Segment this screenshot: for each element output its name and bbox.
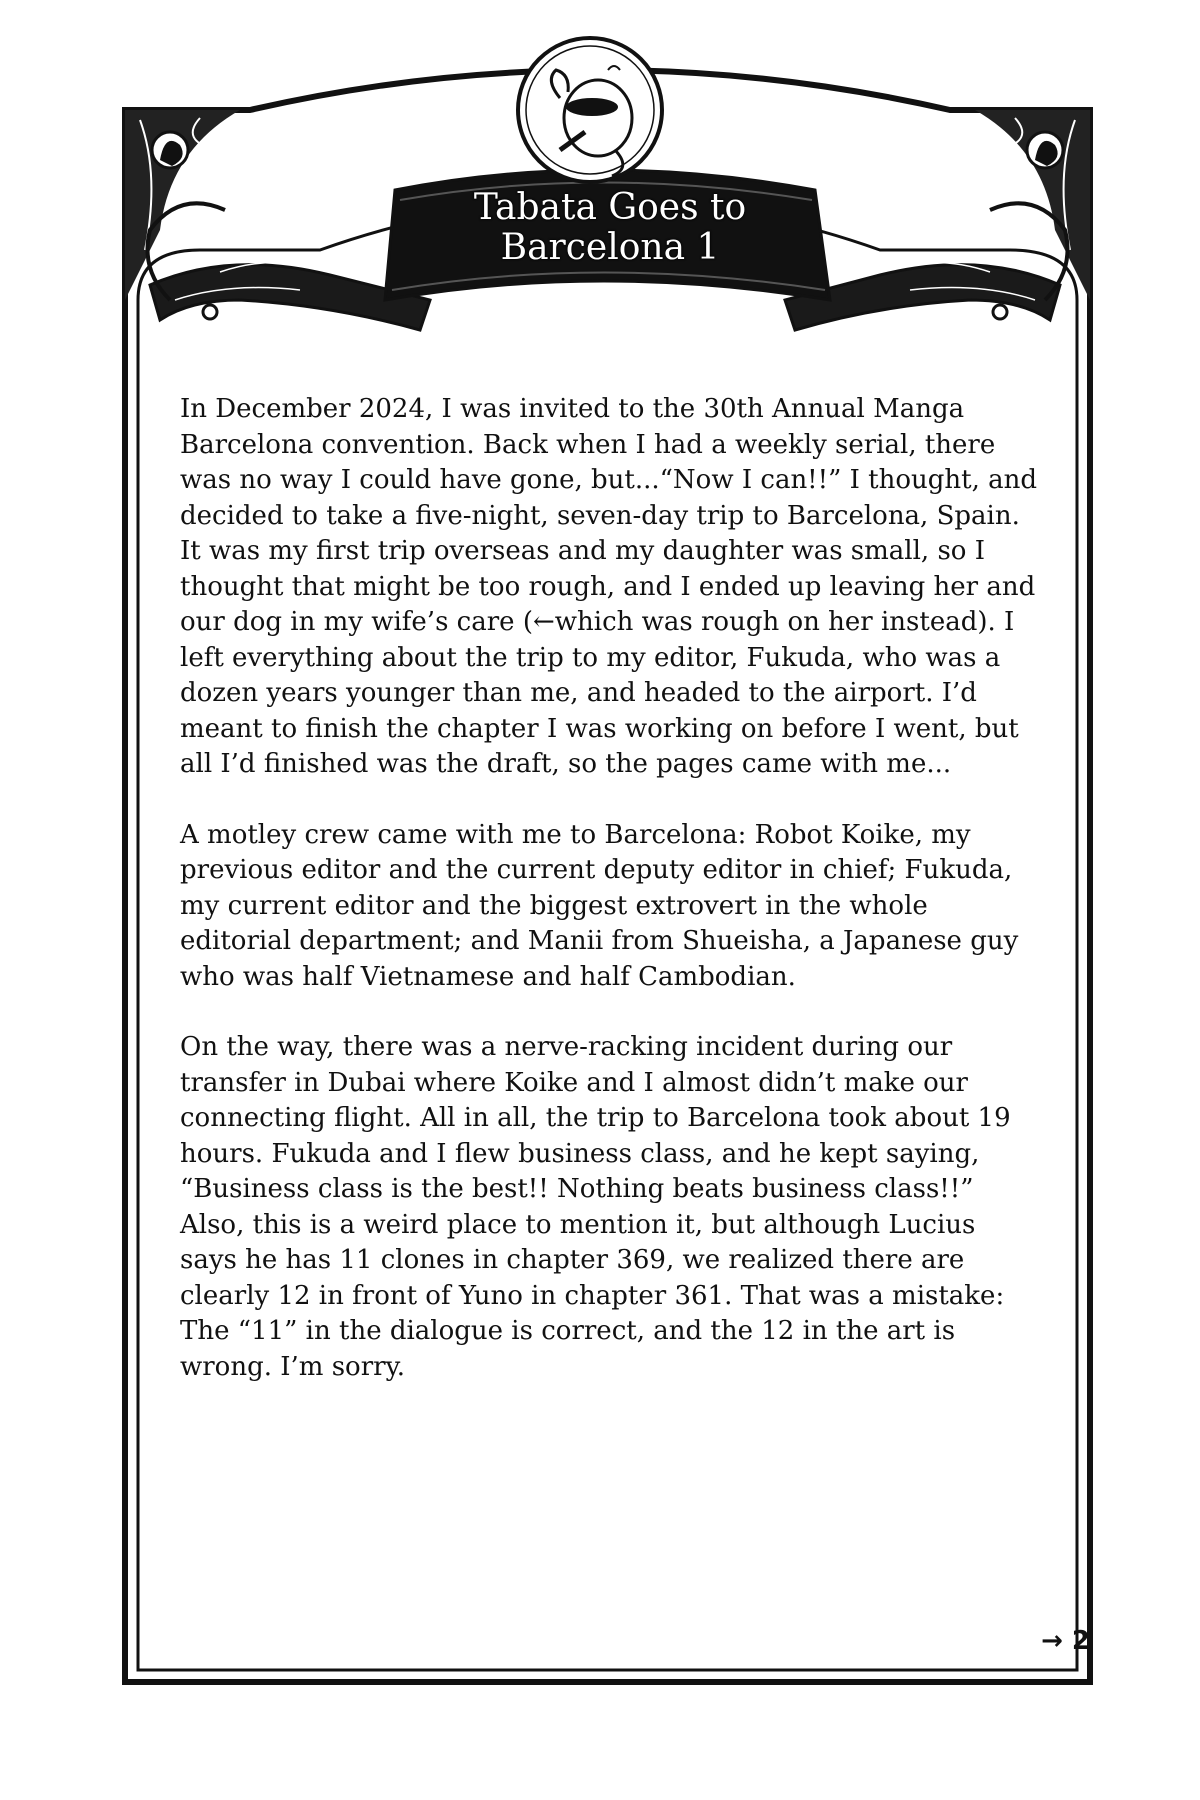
title-line-1: Tabata Goes to [473,187,747,228]
paragraph-3: On the way, there was a nerve-racking incident during our transfer in Dubai where Koike and I almost didn’t make our connecting flight. All in all, the trip to Barcelona took about 19 hours. Fukuda and I flew business class, and he kept saying, “Business class is the best!! Nothing beats business class!!” Also, this is a weird place to mention it, but although Lucius says he has 11 clones in chapter 369, we realized there are clearly 12 in front of Yuno in chapter 361. That was a mistake: The “11” in the dialogue is correct, and the 12 in the art is wrong. I’m sorry. [180,1032,1011,1382]
body-text [180,392,1040,1420]
rivet-left [203,305,217,319]
rivet-right [993,305,1007,319]
paragraph-2: A motley crew came with me to Barcelona: Robot Koike, my previous editor and the current deputy editor in chief; Fukuda, my current editor and the biggest extrovert in the whole editorial department; and Manii from Shueisha, a Japanese guy who was half Vietnamese and half Cambodian. [180,819,1019,992]
duck-artist-icon [518,38,662,182]
title-line-2: Barcelona 1 [500,227,720,268]
page-title [415,188,805,268]
paragraph-1: In December 2024, I was invited to the 30th Annual Manga Barcelona convention. Back when I had a weekly serial, there was no way I could have gone, but...“Now I can!!” I thought, and decided to take a five-night, seven-day trip to Barcelona, Spain. It was my first trip overseas and my daughter was small, so I thought that might be too rough, and I ended up leaving her and our dog in my wife’s care (←which was rough on her instead). I left everything about the trip to my editor, Fukuda, who was a dozen years younger than me, and headed to the airport. I’d meant to finish the chapter I was working on before I went, but all I’d finished was the draft, so the pages came with me... [180,394,1038,779]
continued-page-marker: → 2 [1041,1626,1090,1656]
